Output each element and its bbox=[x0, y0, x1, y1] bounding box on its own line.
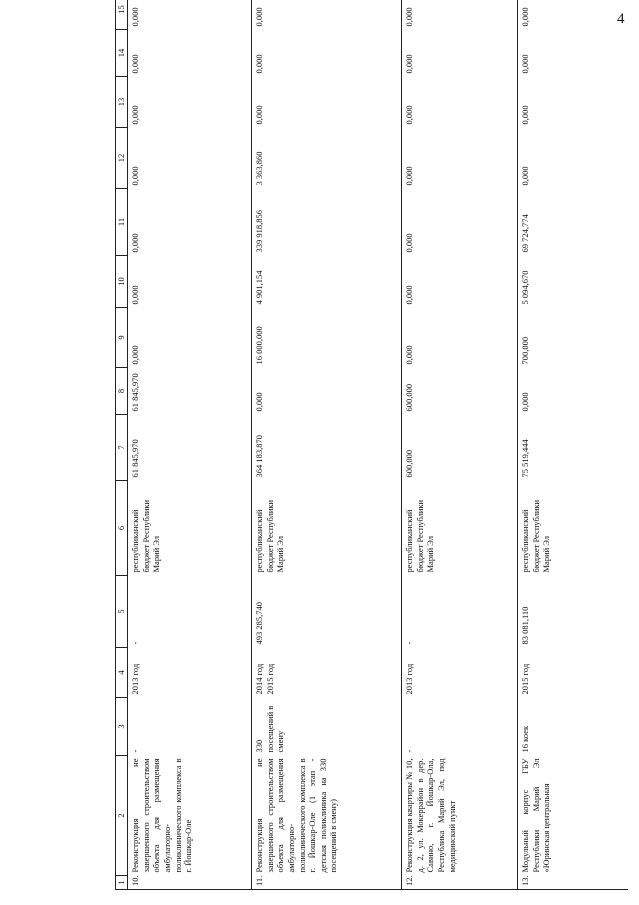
value-cell: 0,000 bbox=[520, 166, 530, 186]
column-header: 11 bbox=[116, 189, 128, 256]
term-cell: 2013 год bbox=[402, 648, 518, 698]
column-header: 5 bbox=[116, 576, 128, 648]
value-cell: 600,000 bbox=[402, 368, 518, 415]
value-cell: 75 519,444 bbox=[520, 439, 530, 478]
value-cell: 5 094,670 bbox=[520, 270, 530, 305]
column-header: 12 bbox=[116, 128, 128, 189]
object-name: Реконструкция не завершенного строительством объекта для размещения амбулаторно-поликлинического комплекса в г. Йошкар-Оле (1 этап - детская поликлиника на 330 посещений в смену) bbox=[252, 756, 402, 876]
column-header: 7 bbox=[116, 415, 128, 481]
object-name: Модульный корпус ГБУ Республики Марий Эл «Юринская центральная bbox=[520, 758, 552, 873]
value-cell: 0,000 bbox=[402, 308, 518, 368]
column-header: 9 bbox=[116, 308, 128, 368]
column-header: 4 bbox=[116, 648, 128, 698]
table-row bbox=[518, 0, 628, 890]
row-number: 11. bbox=[252, 876, 402, 890]
table-row bbox=[252, 0, 402, 890]
column-header: 1 bbox=[116, 876, 128, 890]
value-cell: 0,000 bbox=[520, 105, 530, 125]
object-name: Реконструкция квартиры № 10, д. 2, ул. Мокеррайон в дер. Савино, г. Йошкар-Ола, Республика Марий Эл, под медицинский пункт bbox=[402, 756, 518, 876]
column-header: 2 bbox=[116, 756, 128, 876]
value-cell: 0,000 bbox=[402, 0, 518, 30]
value-cell: 0,000 bbox=[128, 77, 252, 128]
column-header: 3 bbox=[116, 698, 128, 756]
value-cell: 0,000 bbox=[402, 256, 518, 308]
value-cell: 364 183,870 bbox=[252, 415, 402, 481]
value-cell: 0,000 bbox=[252, 77, 402, 128]
column-header: 10 bbox=[116, 256, 128, 308]
value-cell: 0,000 bbox=[402, 189, 518, 256]
capacity-cell: - bbox=[128, 698, 252, 756]
value-cell: 0,000 bbox=[402, 77, 518, 128]
cost-cell: - bbox=[402, 576, 518, 648]
value-cell: 0,000 bbox=[402, 128, 518, 189]
value-cell: 0,000 bbox=[520, 392, 530, 412]
capacity-cell: 330 посещений в смену bbox=[252, 698, 402, 756]
value-cell: 339 918,856 bbox=[252, 189, 402, 256]
value-cell: 16 000,000 bbox=[252, 308, 402, 368]
header-row bbox=[116, 0, 128, 890]
column-header: 15 bbox=[116, 0, 128, 30]
value-cell: 0,000 bbox=[128, 308, 252, 368]
value-cell: 600,000 bbox=[402, 415, 518, 481]
term-cell: 2015 год bbox=[520, 663, 530, 695]
value-cell: 0,000 bbox=[518, 0, 628, 30]
capacity-cell: - bbox=[402, 698, 518, 756]
value-cell: 4 901,154 bbox=[252, 256, 402, 308]
term-cell: 2014 год 2015 год bbox=[252, 648, 402, 698]
value-cell: 0,000 bbox=[128, 30, 252, 77]
value-cell: 61 845,970 bbox=[128, 415, 252, 481]
source-cell: республиканский бюджет Республики Марий Эл bbox=[128, 481, 252, 576]
row-number: 10. bbox=[128, 876, 252, 890]
investment-table bbox=[115, 0, 628, 890]
rotated-table-wrapper bbox=[115, 5, 635, 890]
value-cell: 0,000 bbox=[128, 189, 252, 256]
table-row bbox=[128, 0, 252, 890]
capacity-cell: 16 коек bbox=[520, 725, 530, 753]
value-cell: 0,000 bbox=[520, 54, 530, 74]
object-name: Реконструкция не завершенного строительством объекта для размещения амбулаторно-поликлинического комплекса в г. Йошкар-Оле bbox=[128, 756, 252, 876]
column-header: 6 bbox=[116, 481, 128, 576]
value-cell: 0,000 bbox=[402, 30, 518, 77]
value-cell: 0,000 bbox=[128, 0, 252, 30]
source-cell: республиканский бюджет Республики Марий Эл bbox=[252, 481, 402, 576]
value-cell: 700,000 bbox=[520, 336, 530, 365]
cost-cell: - bbox=[128, 576, 252, 648]
value-cell: 0,000 bbox=[252, 0, 402, 30]
source-cell: республиканский бюджет Республики Марий Эл bbox=[402, 481, 518, 576]
term-cell: 2013 год bbox=[128, 648, 252, 698]
cost-cell: 83 081,110 bbox=[520, 606, 530, 645]
value-cell: 3 363,860 bbox=[252, 128, 402, 189]
cost-cell: 493 285,740 bbox=[252, 576, 402, 648]
page-number: 4 bbox=[617, 11, 625, 27]
table-row bbox=[402, 0, 518, 890]
row-number: 12. bbox=[402, 876, 518, 890]
value-cell: 0,000 bbox=[252, 368, 402, 415]
value-cell: 61 845,970 bbox=[128, 368, 252, 415]
value-cell: 0,000 bbox=[252, 30, 402, 77]
row-number: 13. bbox=[518, 876, 628, 890]
column-header: 13 bbox=[116, 77, 128, 128]
value-cell: 69 724,774 bbox=[520, 214, 530, 253]
value-cell: 0,000 bbox=[128, 256, 252, 308]
column-header: 8 bbox=[116, 368, 128, 415]
source-cell: республиканский бюджет Республики Марий Эл bbox=[520, 499, 552, 573]
column-header: 14 bbox=[116, 30, 128, 77]
value-cell: 0,000 bbox=[128, 128, 252, 189]
